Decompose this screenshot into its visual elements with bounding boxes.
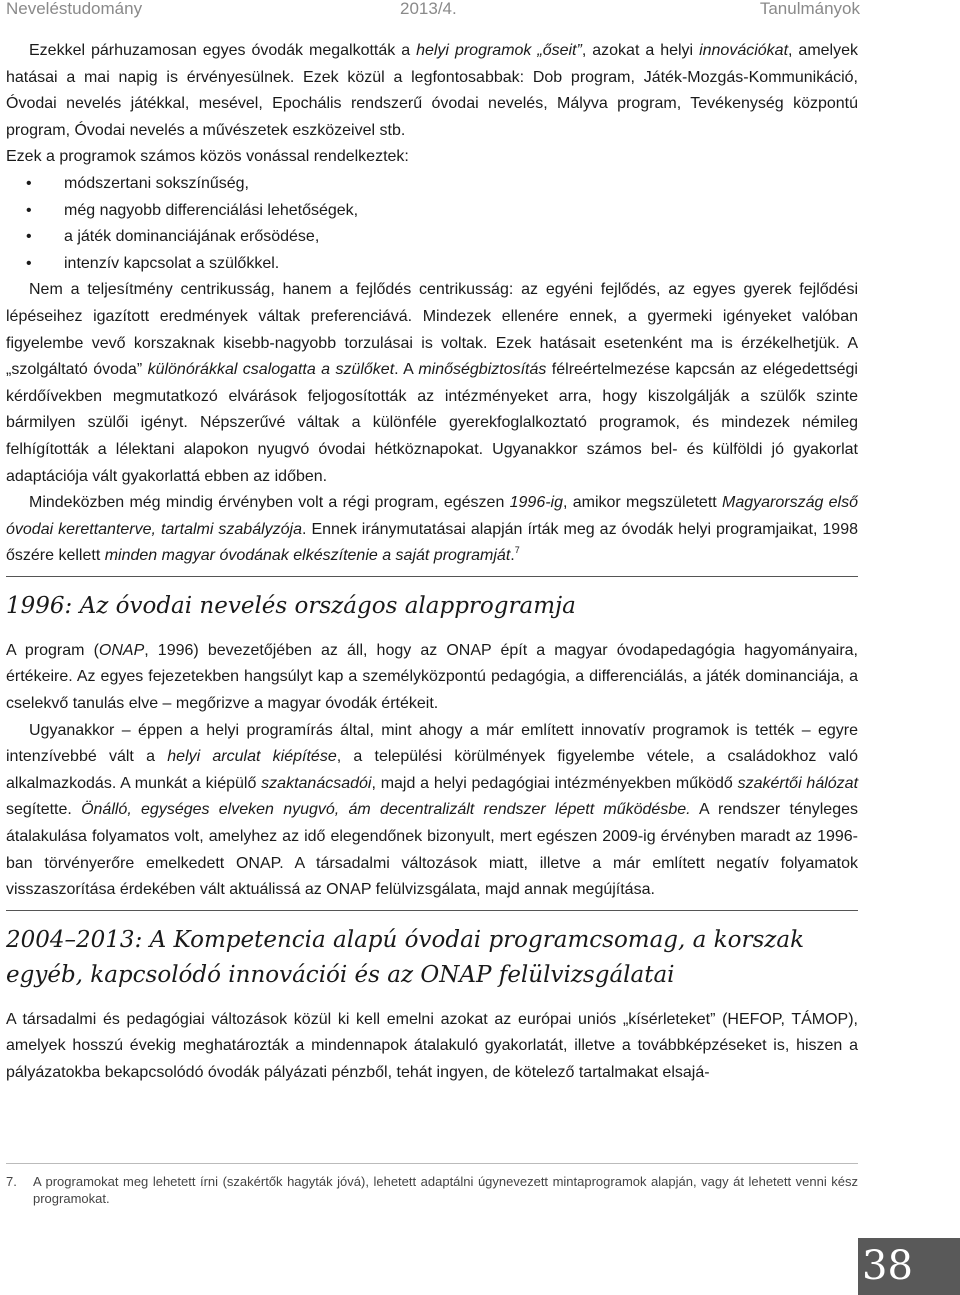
paragraph-3 — [6, 277, 858, 490]
section-heading-2004-2013: 2004–2013: A Kompetencia alapú óvodai programcsomag, a korszak egyéb, kapcsolódó innovációi és az ONAP felülvizsgálatai — [6, 926, 805, 988]
footnote-text: A programokat meg lehetett írni (szakértők hagyták jóvá), lehetett adaptálni úgynevezett mintaprogramok alapján, vagy át lehetett venni kész programokat. — [33, 1174, 858, 1206]
paragraph-4 — [6, 490, 858, 570]
paragraph-1 — [6, 38, 858, 144]
paragraph-6 — [6, 718, 858, 904]
text-span: . Ennek iránymutatásai alapján írták meg az óvodák helyi programjaikat, 1998 őszére kellett — [6, 520, 858, 565]
paragraph-5 — [6, 638, 858, 718]
emphasis: minden magyar óvodának elkészítenie a saját programját — [104, 547, 511, 565]
emphasis: Magyarország első óvodai kerettanterve, tartalmi szabályzója — [6, 494, 859, 538]
text-span: , a települési körülmények figyelembe vétele, a családokhoz való alkalmazkodás. A munkát a kiépülő — [6, 748, 859, 792]
text-span: A rendszer tényleges átalakulása folyamatos volt, amelyhez az idő elegendőnek bizonyult, mert egészen 2009-ig érvényben maradt az 1996-ban törvényerőre emelkedett ONAP. A társadalmi változások miatt, illetve a már említett negatív folyamatok visszaszorítása érdekében vált aktuálissá az ONAP felülvizsgálata, majd annak megújítása. — [6, 801, 858, 899]
footnote-number: 7. — [6, 1174, 17, 1189]
section-heading-1996: 1996: Az óvodai nevelés országos alapprogramja — [6, 592, 576, 619]
emphasis: helyi programok „őseit” — [416, 42, 582, 59]
text-span: , 1996) bevezetőjében az áll, hogy az ONAP épít a magyar óvodapedagógia hagyományaira, értékeire. Az egyes fejezetekben hangsúlyt kap a személyközpontú pedagógia, a differenciálás, a játék dominanciája, a cselekvő tanulás elve – megőrizve a magyar óvodák értékeit. — [6, 641, 858, 713]
text-span: segítette. — [6, 801, 82, 819]
paragraph-2: Ezek a programok számos közös vonással rendelkeztek: — [6, 148, 409, 166]
page-number-box — [858, 1238, 960, 1295]
section-divider — [6, 910, 858, 911]
list-item: • még nagyobb differenciálási lehetőségek, — [6, 198, 858, 225]
emphasis: ONAP — [98, 641, 145, 659]
text-span: Nem a teljesítmény centrikusság, hanem a fejlődés centrikusság: az egyéni fejlődés, az egyes gyerek fejlődési lépéseihez igazított eredmények váltak preferenciává. Mindezek ellenére ennek, a gyermeki igényeket valóban figyelembe vevő korszaknak kisebb-nagyobb torzulásai is voltak. Ezek hatásait esetenként ma is érzékelhetjük. A „szolgáltató óvoda” — [6, 281, 858, 379]
feature-list — [6, 171, 858, 277]
article-body — [6, 38, 858, 1087]
issue-number: 2013/4. — [400, 0, 457, 18]
list-item: • a játék dominanciájának erősödése, — [6, 224, 858, 251]
journal-title: Neveléstudomány — [6, 0, 143, 18]
page-number: 38 — [862, 1243, 913, 1289]
text-span: , majd a helyi pedagógiai intézményekben működő — [371, 774, 738, 792]
text-span: Mindeközben még mindig érvényben volt a régi program, egészen — [29, 494, 510, 512]
emphasis: szaktanácsadói — [261, 774, 372, 792]
section-name: Tanulmányok — [759, 0, 860, 18]
text-span: A program ( — [6, 641, 99, 659]
footnote-rule — [6, 1163, 858, 1164]
emphasis: minőségbiztosítás — [418, 361, 547, 379]
text-span: Ugyanakkor – éppen a helyi programírás által, mint ahogy a már említett innovatív programok is tették – egyre intenzívebbé vált a — [6, 721, 858, 766]
footnote — [6, 1173, 858, 1207]
paragraph-7: A társadalmi és pedagógiai változások közül ki kell emelni azokat az európai uniós „kísérleteket” (HEFOP, TÁMOP), amelyek hosszú évekig meghatározták a mindennapok átalakuló gyakorlatát, illetve a továbbképzéseket is, hiszen a pályázatokba bekapcsolódó óvodák pályázati pénzből, tehát ingyen, de kötelező tartalmakat elsajá- — [6, 1010, 858, 1081]
list-item: • intenzív kapcsolat a szülőkkel. — [6, 251, 858, 278]
text-span: Ezekkel párhuzamosan egyes óvodák megalkották a — [29, 42, 417, 59]
emphasis: helyi arculat kiépítése — [167, 748, 337, 766]
text-span: félreértelmezése kapcsán az elégedettségi kérdőívekben megmutatkozó elvárások feljogosították az intézményeket arra, hogy kiszolgálják a szülők szinte bármilyen szülői igényt. Népszerűvé váltak a különféle gyerekfoglalkoztató programok, és mindezek némileg felhígították a lélektani alapokon nyugvó óvodai hétköznapokat. Ugyanakkor számos bel- és külföldi jó gyakorlat adaptációja vált gyakorlattá ebben az időben. — [6, 361, 858, 485]
section-divider — [6, 576, 858, 577]
text-span: . A — [394, 361, 419, 379]
emphasis: innovációkat — [699, 42, 789, 59]
footnote-ref[interactable]: 7 — [514, 545, 520, 556]
text-span: , amelyek hatásai a mai napig is érvényesülnek. Ezek közül a legfontosabbak: Dob program, Játék-Mozgás-Kommunikáció, Óvodai nevelés játékkal, mesével, Epochális rendszerű óvodai nevelés, Mályva program, Tevékenység központú program, Óvodai nevelés a művészetek eszközeivel stb. — [6, 42, 859, 139]
text-span: , azokat a helyi — [581, 42, 700, 59]
emphasis: különórákkal csalogatta a szülőket — [147, 361, 395, 379]
list-item: • módszertani sokszínűség, — [6, 171, 858, 198]
emphasis: szakértői hálózat — [737, 774, 859, 792]
text-span: , amikor megszületett — [563, 494, 722, 512]
text-span: . — [510, 547, 515, 565]
emphasis: Önálló, egységes elveken nyugvó, ám decentralizált rendszer lépett működésbe. — [81, 801, 691, 819]
running-header — [0, 0, 960, 22]
emphasis: 1996-ig — [509, 494, 563, 512]
